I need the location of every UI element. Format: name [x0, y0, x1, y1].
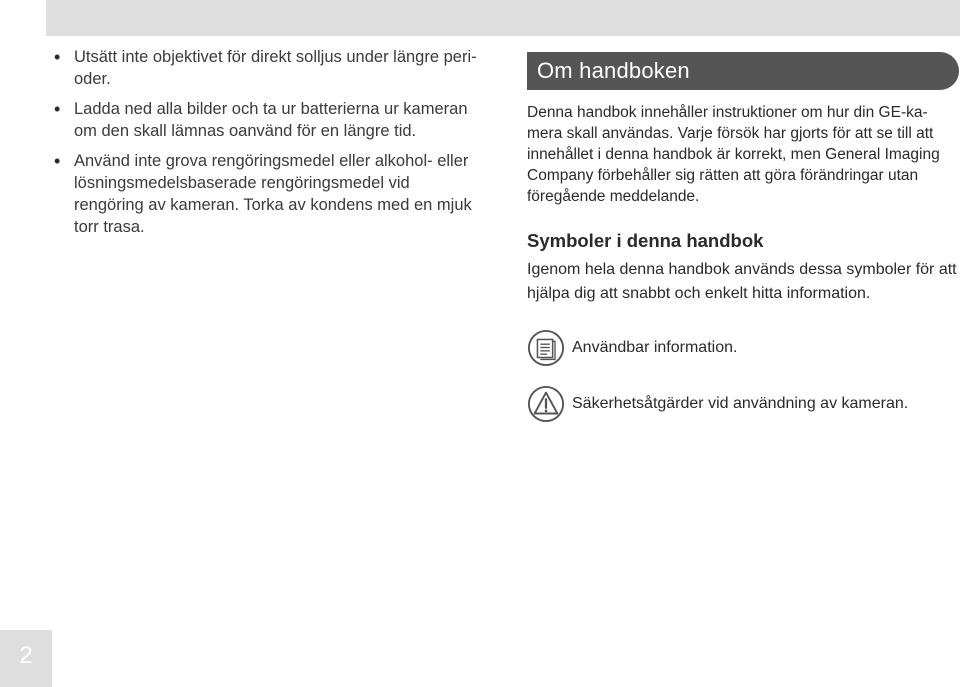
symbol-row-note: [527, 329, 959, 367]
care-bullet-column: [52, 46, 482, 246]
bullet-item: • Använd inte grova rengöringsmedel eller alkohol- eller lösningsmedelsbaserade rengöringsmedel vid rengöring av kameran. Torka av kondens med en mjuk torr trasa.: [52, 150, 482, 238]
page-number: 2: [19, 642, 33, 669]
top-bar: [46, 0, 960, 36]
symbol-label: Säkerhetsåtgärder vid användning av kameran.: [572, 395, 909, 412]
symbol-row-warning: [527, 385, 959, 423]
section-header: [527, 52, 959, 90]
section-title: Om handboken: [537, 58, 690, 83]
symbol-label: Användbar information.: [572, 339, 738, 356]
bullet-item: • Utsätt inte objektivet för direkt solljus under längre peri- oder.: [52, 46, 482, 90]
about-paragraph: Denna handbok innehåller instruktioner om hur din GE-ka- mera skall användas. Varje försök har gjorts för att se till att innehållet i denna handbok är korrekt, men General Imaging Company förbehåller sig rätten att göra förändringar utan föregående meddelande.: [527, 104, 940, 205]
symbols-paragraph: Igenom hela denna handbok används dessa symboler för att hjälpa dig att snabbt och enkelt hitta information.: [527, 261, 957, 302]
about-column: [527, 52, 959, 423]
care-bullet-list: [52, 46, 482, 238]
bullet-item: • Ladda ned alla bilder och ta ur batterierna ur kameran om den skall lämnas oanvänd för en längre tid.: [52, 98, 482, 142]
note-icon: [527, 329, 565, 367]
symbols-heading: Symboler i denna handbok: [527, 230, 764, 251]
warning-icon: [527, 385, 565, 423]
